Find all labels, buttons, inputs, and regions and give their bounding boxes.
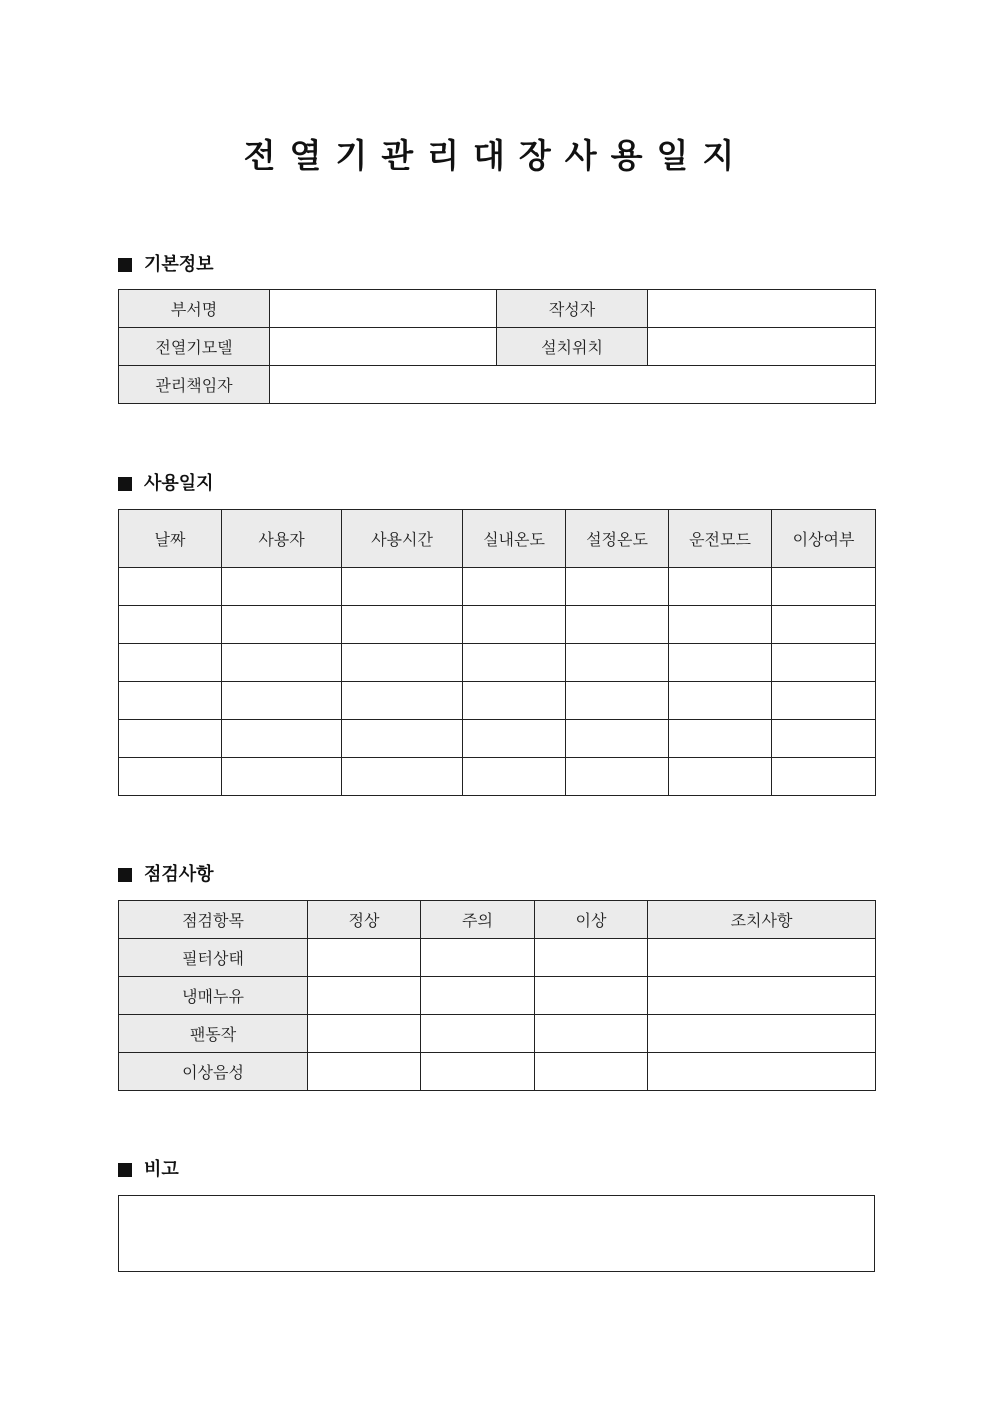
log-cell[interactable]: [566, 606, 669, 644]
manager-label: 관리책임자: [119, 366, 270, 404]
cell-action[interactable]: [648, 1015, 876, 1053]
section-basic-label: 기본정보: [144, 254, 214, 275]
log-row: [119, 682, 876, 720]
log-cell[interactable]: [222, 568, 342, 606]
log-cell[interactable]: [119, 606, 222, 644]
log-cell[interactable]: [222, 682, 342, 720]
cell-check[interactable]: [535, 1053, 648, 1091]
log-cell[interactable]: [669, 720, 772, 758]
log-cell[interactable]: [566, 682, 669, 720]
col-indoor-temp: 실내온도: [463, 510, 566, 568]
log-cell[interactable]: [342, 758, 463, 796]
department-label: 부서명: [119, 290, 270, 328]
author-field[interactable]: [648, 290, 876, 328]
cell-check[interactable]: [421, 939, 535, 977]
log-cell[interactable]: [669, 606, 772, 644]
col-set-temp: 설정온도: [566, 510, 669, 568]
log-cell[interactable]: [222, 606, 342, 644]
log-cell[interactable]: [566, 758, 669, 796]
section-inspection-label: 점검사항: [144, 864, 214, 885]
cell-check[interactable]: [535, 1015, 648, 1053]
log-cell[interactable]: [463, 606, 566, 644]
log-cell[interactable]: [119, 758, 222, 796]
item-filter: 필터상태: [119, 939, 308, 977]
square-bullet-icon: [118, 477, 132, 491]
log-cell[interactable]: [342, 606, 463, 644]
col-issue: 이상: [535, 901, 648, 939]
log-cell[interactable]: [119, 568, 222, 606]
log-cell[interactable]: [669, 644, 772, 682]
col-action: 조치사항: [648, 901, 876, 939]
log-cell[interactable]: [772, 720, 876, 758]
cell-check[interactable]: [421, 1015, 535, 1053]
section-remarks-heading: [118, 1158, 179, 1182]
log-row: [119, 568, 876, 606]
log-cell[interactable]: [119, 644, 222, 682]
cell-check[interactable]: [308, 939, 421, 977]
log-row: [119, 644, 876, 682]
col-caution: 주의: [421, 901, 535, 939]
log-cell[interactable]: [669, 758, 772, 796]
item-fan: 팬동작: [119, 1015, 308, 1053]
log-cell[interactable]: [342, 682, 463, 720]
cell-check[interactable]: [535, 977, 648, 1015]
inspection-table: [118, 900, 876, 1091]
log-cell[interactable]: [119, 682, 222, 720]
cell-action[interactable]: [648, 977, 876, 1015]
square-bullet-icon: [118, 258, 132, 272]
remarks-field[interactable]: [118, 1195, 875, 1272]
cell-check[interactable]: [421, 977, 535, 1015]
log-cell[interactable]: [342, 568, 463, 606]
log-row: [119, 606, 876, 644]
model-field[interactable]: [270, 328, 497, 366]
col-date: 날짜: [119, 510, 222, 568]
author-label: 작성자: [497, 290, 648, 328]
log-cell[interactable]: [772, 758, 876, 796]
log-cell[interactable]: [772, 568, 876, 606]
location-field[interactable]: [648, 328, 876, 366]
cell-action[interactable]: [648, 939, 876, 977]
section-log-label: 사용일지: [144, 473, 214, 494]
cell-check[interactable]: [308, 1053, 421, 1091]
square-bullet-icon: [118, 868, 132, 882]
square-bullet-icon: [118, 1163, 132, 1177]
cell-check[interactable]: [421, 1053, 535, 1091]
section-log-heading: [118, 472, 214, 496]
item-refrigerant: 냉매누유: [119, 977, 308, 1015]
usage-log-table: [118, 509, 876, 796]
location-label: 설치위치: [497, 328, 648, 366]
department-field[interactable]: [270, 290, 497, 328]
log-cell[interactable]: [566, 568, 669, 606]
cell-check[interactable]: [535, 939, 648, 977]
log-cell[interactable]: [222, 720, 342, 758]
log-cell[interactable]: [463, 568, 566, 606]
section-inspection-heading: [118, 863, 214, 887]
item-noise: 이상음성: [119, 1053, 308, 1091]
log-cell[interactable]: [222, 758, 342, 796]
basic-info-table: [118, 289, 876, 404]
page-title: 전열기관리대장사용일지: [243, 136, 749, 175]
cell-check[interactable]: [308, 1015, 421, 1053]
col-mode: 운전모드: [669, 510, 772, 568]
log-cell[interactable]: [463, 758, 566, 796]
log-cell[interactable]: [772, 606, 876, 644]
col-normal: 정상: [308, 901, 421, 939]
log-cell[interactable]: [566, 720, 669, 758]
log-cell[interactable]: [463, 644, 566, 682]
log-cell[interactable]: [772, 644, 876, 682]
col-usage-time: 사용시간: [342, 510, 463, 568]
log-cell[interactable]: [463, 682, 566, 720]
section-remarks-label: 비고: [144, 1159, 179, 1180]
manager-field[interactable]: [270, 366, 876, 404]
model-label: 전열기모델: [119, 328, 270, 366]
log-cell[interactable]: [119, 720, 222, 758]
col-user: 사용자: [222, 510, 342, 568]
log-row: [119, 720, 876, 758]
log-cell[interactable]: [463, 720, 566, 758]
log-cell[interactable]: [342, 644, 463, 682]
log-cell[interactable]: [669, 568, 772, 606]
log-row: [119, 758, 876, 796]
cell-check[interactable]: [308, 977, 421, 1015]
log-cell[interactable]: [772, 682, 876, 720]
log-cell[interactable]: [566, 644, 669, 682]
log-cell[interactable]: [669, 682, 772, 720]
log-cell[interactable]: [222, 644, 342, 682]
col-abnormal: 이상여부: [772, 510, 876, 568]
col-inspection-item: 점검항목: [119, 901, 308, 939]
cell-action[interactable]: [648, 1053, 876, 1091]
section-basic-heading: [118, 253, 214, 277]
log-cell[interactable]: [342, 720, 463, 758]
